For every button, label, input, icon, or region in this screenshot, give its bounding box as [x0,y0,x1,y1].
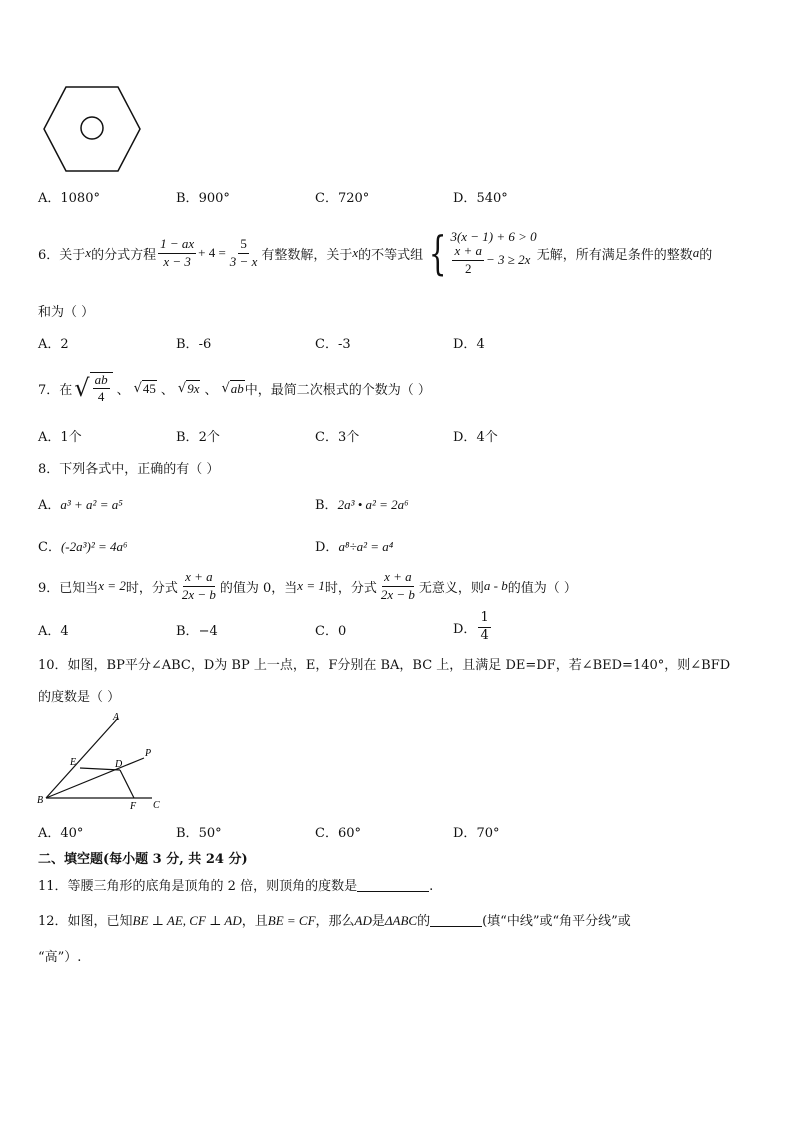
q8-option-b: B．2a³ • a² = 2a⁶ [315,497,409,513]
q6-stem: 6．关于 x 的分式方程 $\frac{1 - ax}{x - 3}$ + 4 = $\frac{5}{3 - x}$ 有整数解，关于 x 的不等式组 { 3(x − 1) + 6 > 0 $\frac{x + a}{2}$ − 3 ≥ 2x 无解，所有满足条件的整数 a 的 [38,226,713,280]
q10-option-d: D．70° [453,826,500,841]
q10-stem-line2: 的度数是（ ） [38,690,121,705]
q9-stem: 9．已知当 x = 2 时，分式 $\frac{x + a}{2x - b}$ 的值为 0，当 x = 1 时，分式 $\frac{x + a}{2x - b}$ 无意义，则 a - b 的值为（ ） [38,569,577,602]
hexagon-inner-circle [81,117,103,139]
label-e: E [70,757,77,768]
q7-stem: 7．在 √ $\frac{ab}{4}$ 、 √ 45 、 √ 9x 、 √ ab 中，最简二次根式的个数为（ ） [38,371,431,404]
q8-stem: 8．下列各式中，正确的有（ ） [38,462,220,477]
segment-de [80,768,120,770]
q10-stem: 10．如图，BP平分∠ABC，D为 BP 上一点，E，F分别在 BA，BC 上，且满足 DE=DF，若∠BED=140°，则∠BFD [38,658,731,673]
q6-stem-line2: 和为（ ） [38,305,95,320]
q5-option-d: D．540° [453,191,508,206]
q8-option-d: D．a⁸÷a² = a⁴ [315,539,394,555]
q9-option-c: C．0 [315,624,347,639]
hexagon-shape [44,87,140,171]
label-a: A [113,712,120,723]
angle-bisector-figure [34,710,174,814]
q6-option-b: B．-6 [176,337,212,352]
ray-ba [46,718,118,798]
label-p: P [145,748,152,759]
hexagon-figure [40,85,144,173]
q12-answer-blank[interactable] [430,926,482,927]
label-c: C [153,800,160,811]
q10-option-a: A．40° [38,826,84,841]
label-f: F [130,801,137,812]
q9-option-a: A．4 [38,624,69,639]
q12-stem-line2: “高”）. [38,950,82,965]
q9-option-d: D． $\frac{1}{4}$ [453,610,489,643]
ray-bp [46,758,144,798]
q6-inequality-system: { 3(x − 1) + 6 > 0 $\frac{x + a}{2}$ − 3 ≥ 2x [429,226,537,280]
segment-df [120,770,134,798]
label-d: D [115,759,123,770]
q6-option-a: A．2 [38,337,69,352]
q8-option-c: C．(-2a³)² = 4a⁶ [38,539,128,555]
q6-option-c: C．-3 [315,337,351,352]
q7-option-b: B．2个 [176,430,220,445]
q5-option-b: B．900° [176,191,230,206]
q5-option-a: A．1080° [38,191,100,206]
q6-option-d: D．4 [453,337,485,352]
q9-option-b: B．−4 [176,624,218,639]
q8-option-a: A．a³ + a² = a⁵ [38,497,123,513]
q7-option-d: D．4个 [453,430,498,445]
q12-stem: 12．如图，已知BE ⊥ AE, CF ⊥ AD，且BE = CF，那么AD是ΔABC的 (填“中线”或“角平分线”或 [38,913,631,929]
q11-answer-blank[interactable] [357,891,429,892]
label-b: B [37,795,44,806]
q5-option-c: C．720° [315,191,370,206]
q7-option-c: C．3个 [315,430,360,445]
q11-stem: 11．等腰三角形的底角是顶角的 2 倍，则顶角的度数是 . [38,879,434,894]
q10-option-c: C．60° [315,826,361,841]
q7-option-a: A．1个 [38,430,82,445]
q10-option-b: B．50° [176,826,222,841]
section-heading: 二、填空题(每小题 3 分, 共 24 分) [38,852,248,867]
